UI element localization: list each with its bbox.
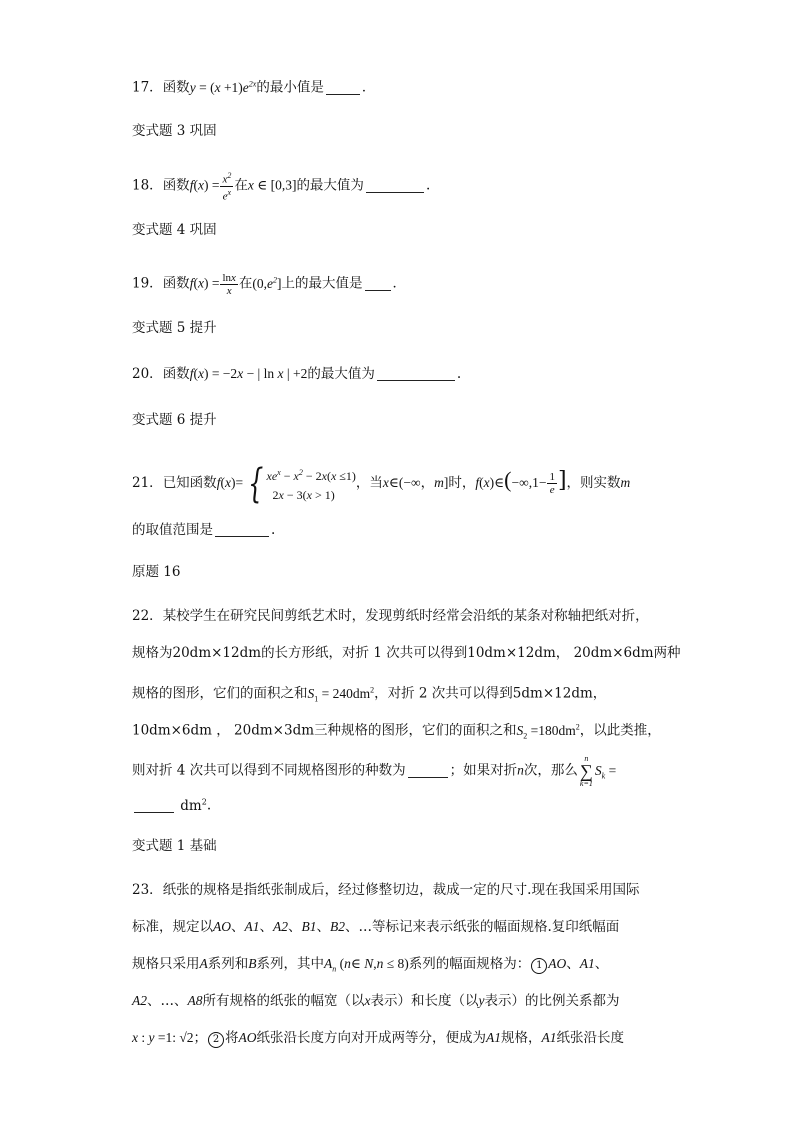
formula: $y = (x +1)e^{2x}$ — [189, 79, 257, 95]
piecewise-function: { $xe^x - x^2 - 2x(x \le 1)$ 2x − 3(x > 1) — [248, 460, 356, 507]
answer-blank — [134, 798, 174, 813]
question-19: 19．函数f(x) = $\frac{\ln x}{x}$ 在$(0,e^2]$上的最大值是 ． — [132, 271, 407, 297]
question-21: 21．已知函数f(x)= { $xe^x - x^2 - 2x(x \le 1)$ 2x − 3(x > 1) ，当x∈(−∞，m]时，f(x)∈(−∞,1− $\frac{1}{e}$ ]，则实数m — [132, 460, 631, 507]
fraction: $\frac{x^2}{e^x}$ — [222, 171, 232, 203]
variant-label: 变式题 6 提升 — [132, 412, 217, 428]
variant-label: 变式题 4 巩固 — [132, 222, 217, 238]
fraction: $\frac{1}{e}$ — [549, 471, 555, 496]
answer-blank — [377, 366, 455, 381]
variant-label: 变式题 1 基础 — [132, 838, 217, 854]
question-20: 20．函数f(x) = −2x − | ln x | +2的最大值为 . — [132, 366, 462, 382]
answer-blank — [366, 178, 424, 193]
question-17: 17．函数$y = (x +1)e^{2x}$的最小值是 ． — [132, 79, 376, 96]
question-18: 18．函数f(x) = $\frac{x^2}{e^x}$ 在x ∈ [0,3]的最大值为 . — [132, 171, 431, 203]
answer-blank — [365, 276, 391, 291]
summation: n ∑ k=1 — [579, 754, 593, 788]
question-23: 23．纸张的规格是指纸张制成后，经过修整切边，裁成一定的尺寸.现在我国采用国际 — [132, 882, 640, 898]
question-22: 22．某校学生在研究民间剪纸艺术时，发现剪纸时经常会沿纸的某条对称轴把纸对折， — [132, 608, 649, 624]
original-label: 原题 16 — [132, 564, 181, 580]
answer-blank — [215, 522, 269, 537]
question-21-line2: 的取值范围是 . — [132, 522, 276, 538]
variant-label: 变式题 3 巩固 — [132, 123, 217, 139]
variant-label: 变式题 5 提升 — [132, 320, 217, 336]
answer-blank — [326, 80, 360, 95]
fraction: $\frac{\ln x}{x}$ — [222, 271, 236, 297]
document-page: 17．函数$y = (x +1)e^{2x}$的最小值是 ． 变式题 3 巩固 18．函数f(x) = $\frac{x^2}{e^x}$ 在x ∈ [0,3]的最大值为 . 变式题 4 巩固 19．函数f(x) = $\frac{\ln x}{x}$ 在$(0,e^2]$上的最大值是 ． 变式题 5 提升 20．函数f(x) = −2x − | ln x | +2的最大值为 . 变式题 6 提升 21．已知函数f(x)= { $xe^x - x^2 - 2x(x \le 1)$ 2x − 3(x > 1) ，当x∈(−∞，m]时，f(x)∈(−∞,1− $\frac{1}{e}$ ]，则实数m 的取值范围是 . 原题 16 22．某校学生在研究民间剪纸艺术时，发现剪纸时经常会沿纸的某条对称轴把纸对折， 规格为20dm×12dm的长方形纸，对折 1 次共可以得到10dm×12dm， 20dm×6dm两种 规格的图形，它们的面积之和$S_1 = 240dm^2$，对折 2 次共可以得到5dm×12dm， 10dm×6dm ， 20dm×3dm三种规格的图形，它们的面积之和$S_2 =180dm^2$，以此类推， 则对折 4 次共可以得到不同规格图形的种数为 ；如果对折n次，那么 n ∑ k=1 $S_k$ = $dm^2$. 变式题 1 基础 23．纸张的规格是指纸张制成后，经过修整切边，裁成一定的尺寸.现在我国采用国际 标准，规定以AO、A1、A2、B1、B2、…等标记来表示纸张的幅面规格.复印纸幅面 规格只采用A系列和B系列，其中$A_n$ (n∈ N,n ≤ 8)系列的幅面规格为： 1 AO、A1、 A2、…、A8所有规格的纸张的幅宽（以x表示）和长度（以y表示）的比例关系都为 x : y =1: √2； 2 将AO纸张沿长度方向对开成两等分，便成为A1规格，A1纸张沿长度 — [0, 0, 794, 1123]
circled-one: 1 — [531, 958, 547, 974]
answer-blank — [408, 763, 448, 778]
circled-two: 2 — [208, 1032, 224, 1048]
